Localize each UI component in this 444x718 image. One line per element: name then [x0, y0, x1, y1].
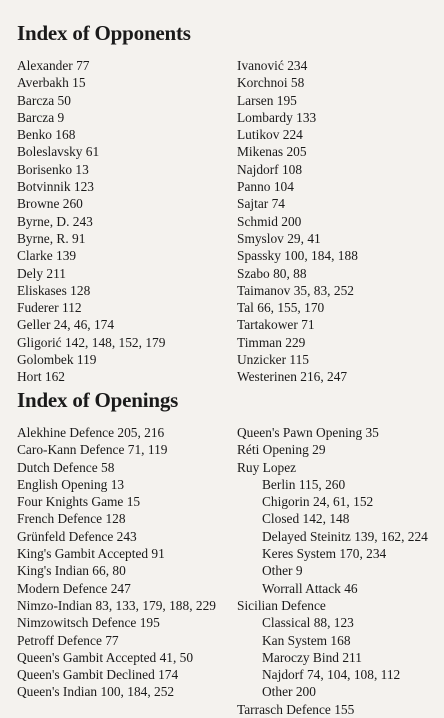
index-entry: Chigorin 24, 61, 152: [262, 494, 374, 510]
index-entry: Berlin 115, 260: [262, 476, 346, 492]
index-entry: Benko 168: [17, 127, 76, 143]
openings-list-left: [17, 424, 217, 701]
index-entry: Other 200: [262, 684, 316, 700]
index-entry: King's Indian 66, 80: [17, 563, 126, 579]
index-entry: Najdorf 74, 104, 108, 112: [262, 667, 401, 683]
index-entry: Caro-Kann Defence 71, 119: [17, 442, 168, 458]
index-entry: Keres System 170, 234: [262, 546, 387, 562]
index-entry: English Opening 13: [17, 476, 125, 492]
index-entry: Taimanov 35, 83, 252: [237, 282, 354, 298]
index-entry: Sicilian Defence: [237, 597, 326, 613]
index-entry: Ruy Lopez: [237, 459, 297, 475]
openings-list-right: [237, 424, 428, 718]
index-entry: Lombardy 133: [237, 109, 317, 125]
index-entry: Westerinen 216, 247: [237, 369, 348, 385]
index-entry: Borisenko 13: [17, 161, 89, 177]
index-entry: Maroczy Bind 211: [262, 649, 362, 665]
index-entry: Najdorf 108: [237, 161, 303, 177]
index-entry: Barcza 9: [17, 109, 65, 125]
index-entry: Tarrasch Defence 155: [237, 701, 355, 717]
index-entry: Timman 229: [237, 334, 306, 350]
index-entry: Barcza 50: [17, 92, 71, 108]
index-entry: Delayed Steinitz 139, 162, 224: [262, 528, 428, 544]
index-entry: Gligorić 142, 148, 152, 179: [17, 334, 166, 350]
index-entry: Botvinnik 123: [17, 179, 95, 195]
index-entry: Hort 162: [17, 369, 65, 385]
opponents-list-right: [237, 57, 358, 386]
index-entry: Dely 211: [17, 265, 66, 281]
index-entry: Nimzowitsch Defence 195: [17, 615, 160, 631]
index-entry: Nimzo-Indian 83, 133, 179, 188, 229: [17, 597, 216, 613]
index-entry: Modern Defence 247: [17, 580, 131, 596]
index-entry: Four Knights Game 15: [17, 494, 141, 510]
index-entry: Geller 24, 46, 174: [17, 317, 115, 333]
index-entry: Réti Opening 29: [237, 442, 326, 458]
index-of-openings-heading: Index of Openings: [17, 388, 179, 412]
index-entry: King's Gambit Accepted 91: [17, 546, 165, 562]
index-entry: Queen's Gambit Accepted 41, 50: [17, 649, 194, 665]
index-entry: Byrne, D. 243: [17, 213, 93, 229]
index-entry: Petroff Defence 77: [17, 632, 119, 648]
index-entry: Spassky 100, 184, 188: [237, 248, 358, 264]
index-entry: Golombek 119: [17, 352, 97, 368]
index-entry: Unzicker 115: [237, 352, 310, 368]
index-entry: Classical 88, 123: [262, 615, 354, 631]
index-entry: Schmid 200: [237, 213, 302, 229]
index-entry: Browne 260: [17, 196, 83, 212]
index-entry: Queen's Gambit Declined 174: [17, 667, 179, 683]
index-entry: Boleslavsky 61: [17, 144, 100, 160]
index-entry: Korchnoi 58: [237, 75, 305, 91]
index-entry: Panno 104: [237, 179, 294, 195]
index-entry: Lutikov 224: [237, 127, 303, 143]
index-entry: Szabo 80, 88: [237, 265, 307, 281]
index-entry: Tartakower 71: [237, 317, 315, 333]
index-entry: Eliskases 128: [17, 282, 91, 298]
index-entry: Kan System 168: [262, 632, 351, 648]
index-entry: Queen's Pawn Opening 35: [237, 425, 379, 440]
index-entry: Ivanović 234: [237, 58, 308, 73]
index-entry: Grünfeld Defence 243: [17, 528, 137, 544]
index-entry: Larsen 195: [237, 92, 297, 108]
index-of-opponents-heading: Index of Opponents: [17, 21, 191, 45]
index-entry: Queen's Indian 100, 184, 252: [17, 684, 175, 700]
index-entry: Dutch Defence 58: [17, 459, 115, 475]
index-entry: Smyslov 29, 41: [237, 230, 321, 246]
index-entry: Alekhine Defence 205, 216: [17, 425, 165, 440]
index-entry: Tal 66, 155, 170: [237, 300, 325, 316]
index-entry: French Defence 128: [17, 511, 126, 527]
index-entry: Mikenas 205: [237, 144, 307, 160]
index-entry: Clarke 139: [17, 248, 77, 264]
index-entry: Worrall Attack 46: [262, 580, 358, 596]
index-entry: Byrne, R. 91: [17, 230, 86, 246]
index-entry: Fuderer 112: [17, 300, 82, 316]
index-entry: Averbakh 15: [17, 75, 86, 91]
index-entry: Alexander 77: [17, 58, 90, 73]
index-entry: Sajtar 74: [237, 196, 285, 212]
opponents-list-left: [17, 57, 165, 386]
index-entry: Closed 142, 148: [262, 511, 350, 527]
index-entry: Other 9: [262, 563, 303, 579]
